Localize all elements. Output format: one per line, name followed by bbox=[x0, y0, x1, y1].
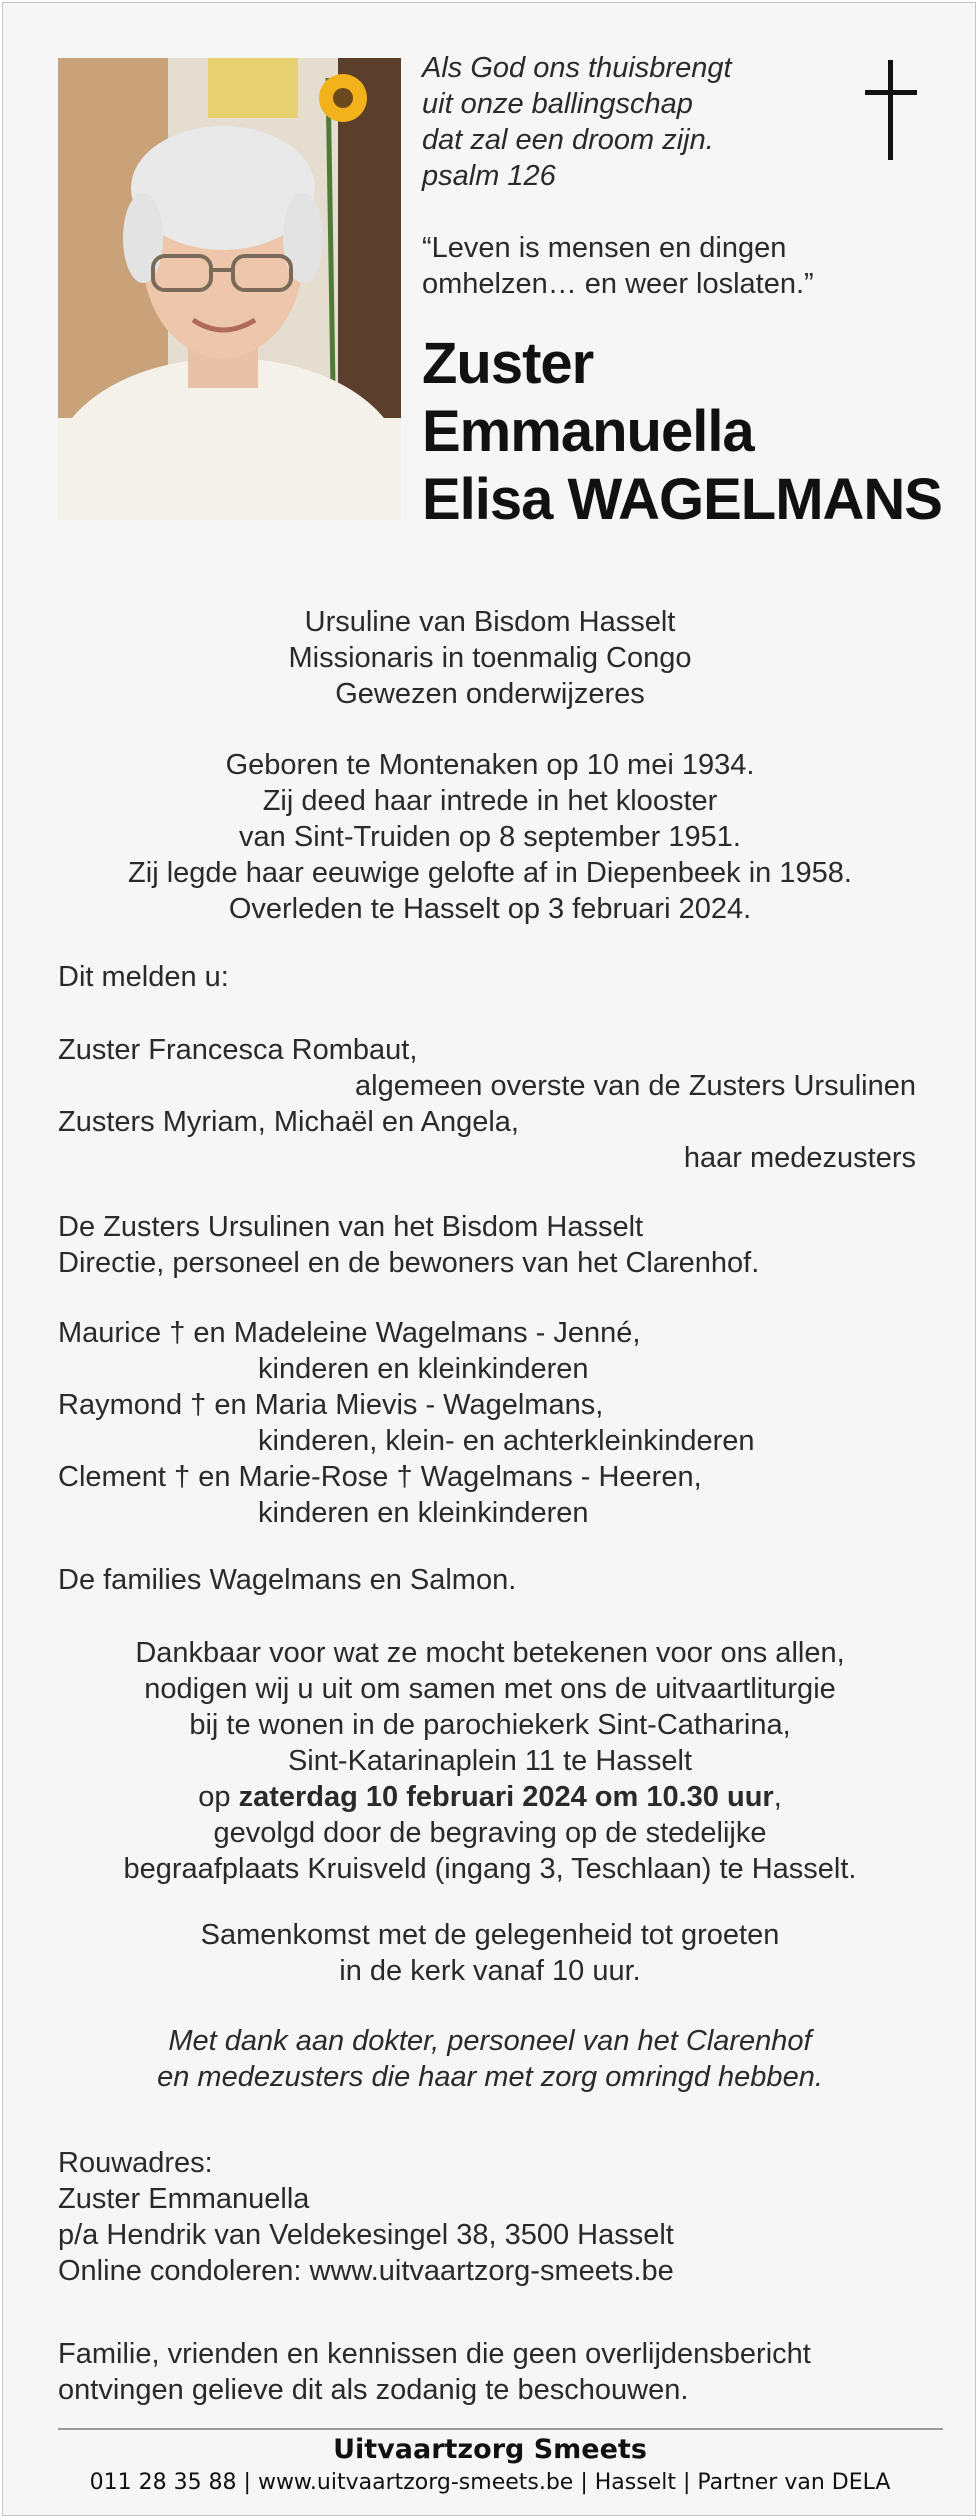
psalm-verse bbox=[422, 50, 842, 194]
family-subline: kinderen en kleinkinderen bbox=[258, 1497, 589, 1529]
notice-line: ontvingen gelieve dit als zodanig te beschouwen. bbox=[58, 2374, 689, 2406]
families-line: De families Wagelmans en Salmon. bbox=[58, 1564, 517, 1596]
quote-line: omhelzen… en weer loslaten.” bbox=[422, 268, 814, 300]
ceremony-block bbox=[40, 1635, 940, 1887]
thanks-block bbox=[40, 2023, 940, 2095]
role-line: Ursuline van Bisdom Hasselt bbox=[304, 606, 676, 638]
community-line: Directie, personeel en de bewoners van het Clarenhof. bbox=[58, 1247, 760, 1279]
ceremony-date-suffix: , bbox=[773, 1781, 782, 1813]
bio-line: Overleden te Hasselt op 3 februari 2024. bbox=[228, 893, 752, 925]
role-line: Gewezen onderwijzeres bbox=[335, 678, 645, 710]
ceremony-date-prefix: op bbox=[198, 1781, 239, 1813]
gathering-line: Samenkomst met de gelegenheid tot groeten bbox=[200, 1919, 780, 1951]
community-block bbox=[58, 1209, 938, 1281]
announce-line: Dit melden u: bbox=[58, 961, 229, 993]
name-line: Emmanuella bbox=[422, 399, 754, 464]
family-line: Raymond † en Maria Mievis - Wagelmans, bbox=[58, 1389, 604, 1421]
sister-line: algemeen overste van de Zusters Ursulinen bbox=[355, 1070, 916, 1102]
address-label: Rouwadres: bbox=[58, 2147, 213, 2179]
deceased-name bbox=[422, 330, 962, 534]
portrait-photo bbox=[58, 58, 401, 520]
bio-line: Zij legde haar eeuwige gelofte af in Diepenbeek in 1958. bbox=[128, 857, 852, 889]
community-line: De Zusters Ursulinen van het Bisdom Hasselt bbox=[58, 1211, 644, 1243]
roles-block bbox=[40, 604, 940, 712]
family-subline: kinderen en kleinkinderen bbox=[258, 1353, 589, 1385]
name-line: Elisa WAGELMANS bbox=[422, 467, 942, 532]
family-subline: kinderen, klein- en achterkleinkinderen bbox=[258, 1425, 755, 1457]
sister-line: haar medezusters bbox=[683, 1142, 916, 1174]
address-street: p/a Hendrik van Veldekesingel 38, 3500 Hasselt bbox=[58, 2219, 674, 2251]
ceremony-line: bij te wonen in de parochiekerk Sint-Catharina, bbox=[189, 1709, 791, 1741]
ceremony-line: Dankbaar voor wat ze mocht betekenen voor ons allen, bbox=[135, 1637, 845, 1669]
bio-line: Geboren te Montenaken op 10 mei 1934. bbox=[225, 749, 755, 781]
psalm-reference: psalm 126 bbox=[422, 160, 556, 192]
family-line: Clement † en Marie-Rose † Wagelmans - Heeren, bbox=[58, 1461, 702, 1493]
cross-icon bbox=[862, 60, 922, 160]
ceremony-date-line bbox=[40, 1779, 940, 1815]
address-online: Online condoleren: www.uitvaartzorg-smeets.be bbox=[58, 2255, 674, 2287]
bio-line: Zij deed haar intrede in het klooster bbox=[262, 785, 718, 817]
biography-block bbox=[40, 747, 940, 927]
footer-divider bbox=[58, 2428, 943, 2430]
notice-line: Familie, vrienden en kennissen die geen overlijdensbericht bbox=[58, 2338, 811, 2370]
family-block bbox=[58, 1315, 938, 1531]
thanks-line: Met dank aan dokter, personeel van het Clarenhof bbox=[168, 2025, 812, 2057]
notice-block bbox=[58, 2336, 938, 2408]
ceremony-line: Sint-Katarinaplein 11 te Hasselt bbox=[287, 1745, 693, 1777]
gathering-line: in de kerk vanaf 10 uur. bbox=[339, 1955, 641, 1987]
address-block bbox=[58, 2145, 938, 2289]
psalm-line: dat zal een droom zijn. bbox=[422, 124, 714, 156]
role-line: Missionaris in toenmalig Congo bbox=[288, 642, 692, 674]
ceremony-line: gevolgd door de begraving op de stedelijke bbox=[213, 1817, 767, 1849]
ceremony-line: nodigen wij u uit om samen met ons de uitvaartliturgie bbox=[144, 1673, 836, 1705]
gathering-block bbox=[40, 1917, 940, 1989]
thanks-line: en medezusters die haar met zorg omringd hebben. bbox=[157, 2061, 823, 2093]
psalm-line: uit onze ballingschap bbox=[422, 88, 693, 120]
quote-line: “Leven is mensen en dingen bbox=[422, 232, 787, 264]
psalm-line: Als God ons thuisbrengt bbox=[422, 52, 732, 84]
quote bbox=[422, 230, 942, 302]
family-line: Maurice † en Madeleine Wagelmans - Jenné, bbox=[58, 1317, 641, 1349]
ceremony-date: zaterdag 10 februari 2024 om 10.30 uur bbox=[238, 1781, 774, 1813]
sisters-block bbox=[58, 1032, 938, 1176]
name-line: Zuster bbox=[422, 331, 594, 396]
address-name: Zuster Emmanuella bbox=[58, 2183, 310, 2215]
sister-line: Zuster Francesca Rombaut, bbox=[58, 1034, 418, 1066]
bio-line: van Sint-Truiden op 8 september 1951. bbox=[239, 821, 741, 853]
sister-line: Zusters Myriam, Michaël en Angela, bbox=[58, 1106, 519, 1138]
footer-title: Uitvaartzorg Smeets bbox=[333, 2434, 647, 2465]
footer-info: 011 28 35 88 | www.uitvaartzorg-smeets.be | Hasselt | Partner van DELA bbox=[89, 2470, 891, 2495]
ceremony-line: begraafplaats Kruisveld (ingang 3, Teschlaan) te Hasselt. bbox=[123, 1853, 857, 1885]
